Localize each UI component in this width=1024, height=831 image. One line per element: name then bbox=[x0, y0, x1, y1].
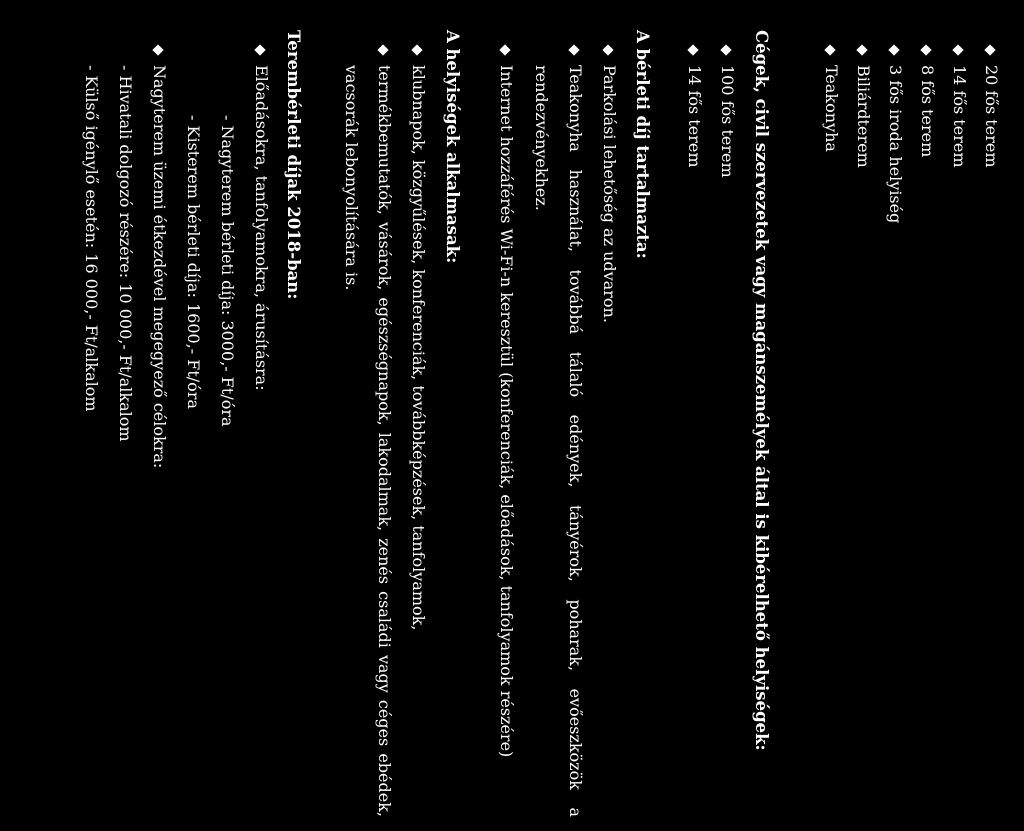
bullet-icon bbox=[602, 44, 613, 55]
room-item: 8 fős terem bbox=[918, 65, 937, 158]
rental-fee-item: Teakonyha használat, továbbá tálaló edények, tányérok, poharak, evőeszközök a bbox=[566, 65, 585, 817]
fee-subitem: - Nagyterem bérleti díja: 3000,- Ft/óra bbox=[218, 115, 237, 427]
bullet-icon bbox=[377, 44, 388, 55]
bullet-icon bbox=[856, 44, 867, 55]
usage-item: termékbemutatók, vásárok, egészségnapok, lakodalmak, zenés családi vagy céges ebédek, bbox=[375, 65, 394, 817]
room-item: 14 fős terem bbox=[950, 65, 969, 168]
bullet-icon bbox=[920, 44, 931, 55]
usage-heading: A helyiségek alkalmasak: bbox=[443, 30, 462, 264]
bullet-icon bbox=[824, 44, 835, 55]
fee-subitem: - Kisterem bérleti díja: 1600,- Ft/óra bbox=[184, 115, 203, 409]
usage-item-continuation: vacsorák lebonyolítására is. bbox=[342, 65, 361, 291]
rental-fee-item: Internet hozzáférés Wi-Fi-n keresztül (konferenciák, előadások, tanfolyamok részére) bbox=[497, 65, 516, 758]
fee-subitem: - Hivatali dolgozó részére: 10 000,- Ft/alkalom bbox=[116, 65, 135, 442]
room-item: 3 fős iroda helyiség bbox=[886, 65, 905, 224]
rentable-item: 14 fős terem bbox=[685, 65, 704, 168]
bullet-icon bbox=[687, 44, 698, 55]
room-item: Biliárdterem bbox=[854, 65, 873, 168]
rentable-heading: Cégek, civil szervezetek vagy magánszemélyek által is kibérelhető helyiségek: bbox=[752, 30, 771, 751]
fee-item: Nagyterem üzemi étkezdével megegyező célokra: bbox=[150, 65, 169, 469]
bullet-icon bbox=[888, 44, 899, 55]
bullet-icon bbox=[720, 44, 731, 55]
bullet-icon bbox=[254, 44, 265, 55]
fee-item: Előadásokra, tanfolyamokra, árusításra: bbox=[252, 65, 271, 391]
bullet-icon bbox=[152, 44, 163, 55]
bullet-icon bbox=[499, 44, 510, 55]
rental-fee-item-continuation: rendezvényekhez. bbox=[532, 65, 551, 211]
rental-fee-heading: A bérleti díj tartalmazta: bbox=[633, 30, 652, 259]
fee-subitem: - Külső igénylő esetén: 16 000,- Ft/alkalom bbox=[82, 65, 101, 412]
bullet-icon bbox=[984, 44, 995, 55]
rentable-item: 100 fős terem bbox=[718, 65, 737, 178]
room-item: 20 fős terem bbox=[982, 65, 1001, 168]
room-item: Teakonyha bbox=[822, 65, 841, 152]
bullet-icon bbox=[411, 44, 422, 55]
bullet-icon bbox=[952, 44, 963, 55]
fees-heading: Terembérleti díjak 2018-ban: bbox=[284, 30, 303, 300]
rental-fee-item: Parkolási lehetőség az udvaron. bbox=[600, 65, 619, 323]
bullet-icon bbox=[568, 44, 579, 55]
usage-item: klubnapok, közgyűlések, konferenciák, továbbképzések, tanfolyamok, bbox=[409, 65, 428, 631]
